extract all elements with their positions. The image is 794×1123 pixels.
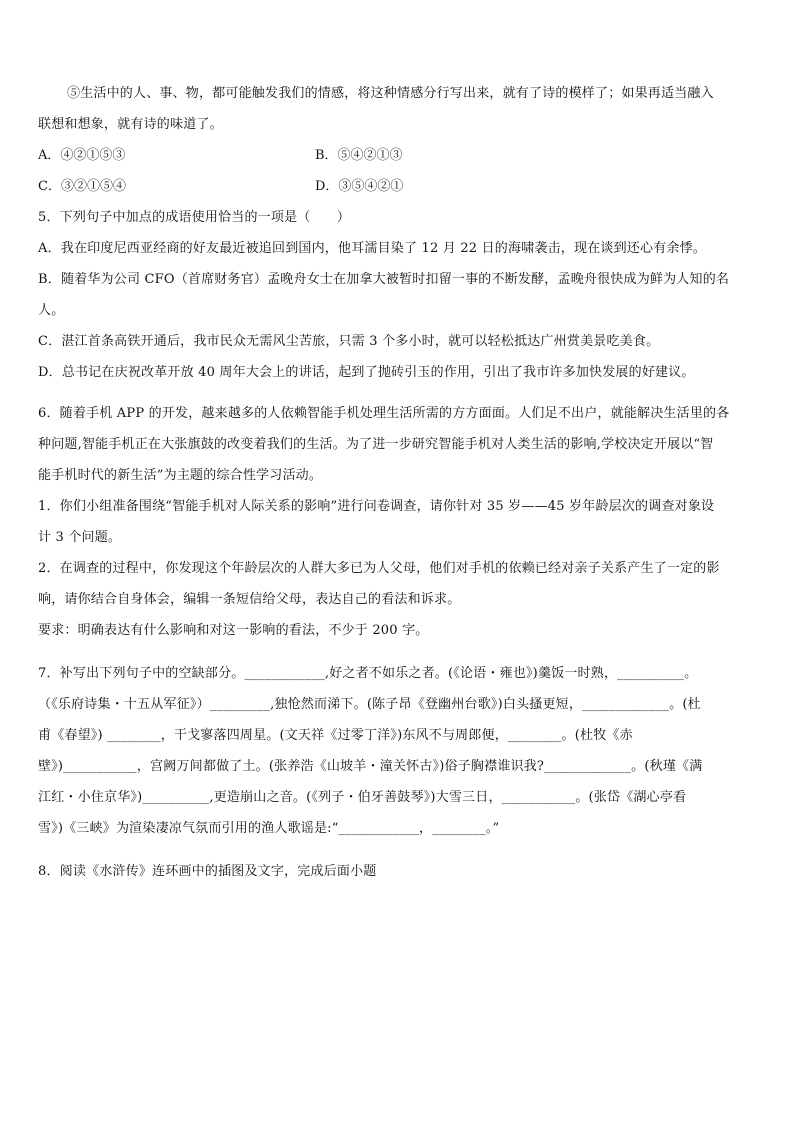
q7-line6: 雪》)《三峡》为渲染凄凉气氛而引用的渔人歌谣是:“____________，________。” [38,821,500,836]
q4-option-a: A．④②①⑤③ [38,148,126,163]
q6-intro-line3: 能手机时代的新生活”为主题的综合性学习活动。 [38,468,323,483]
q6-sub1-line2: 计 3 个问题。 [38,530,122,545]
q4-option-d: D．③⑤④②① [315,179,404,194]
q6-intro-line1: 6．随着手机 APP 的开发，越来越多的人依赖智能手机处理生活所需的方方面面。人们足不出户，就能解决生活里的各 [38,406,730,421]
q5-option-a: A．我在印度尼西亚经商的好友最近被追回到国内，他耳濡目染了 12 月 22 日的海啸袭击，现在谈到还心有余悸。 [38,241,707,256]
q7-line4: 壁》)___________，宫阙万间都做了土。(张养浩《山坡羊・潼关怀古》)俗子胸襟谁识我?_____________。(秋瑾《满 [38,759,703,774]
q8-stem: 8．阅读《水浒传》连环画中的插图及文字，完成后面小题 [38,864,377,879]
q6-requirement: 要求：明确表达有什么影响和对这一影响的看法，不少于 200 字。 [38,623,429,638]
q4-option-c: C．③②①⑤④ [38,179,126,194]
exam-page [38,78,758,887]
q7-line1: 7．补写出下列句子中的空缺部分。____________,好之者不如乐之者。(《论语・雍也》)羹饭一时熟，__________。 [38,666,698,681]
q6-sub2-line1: 2．在调查的过程中，你发现这个年龄层次的人群大多已为人父母，他们对手机的依赖已经对亲子关系产生了一定的影 [38,561,720,576]
q5-option-b-line1: B．随着华为公司 CFO（首席财务官）孟晚舟女士在加拿大被暂时扣留一事的不断发酵，孟晚舟很快成为鲜为人知的名 [38,272,730,287]
q6-sub2-line2: 响，请你结合自身体会，编辑一条短信给父母，表达自己的看法和诉求。 [38,592,461,607]
q6-sub1-line1: 1．你们小组准备围绕“智能手机对人际关系的影响”进行问卷调查，请你针对 35 岁——45 岁年龄层次的调查对象设 [38,499,715,514]
q4-option-b: B．⑤④②①③ [315,148,403,163]
q5-option-b-line2: 人。 [38,303,65,318]
q7-line3: 甫《春望》) ________，干戈寥落四周星。(文天祥《过零丁洋》)东风不与周郎便，________。(杜牧《赤 [38,728,633,743]
q5-option-c: C．湛江首条高铁开通后，我市民众无需风尘苦旅，只需 3 个多小时，就可以轻松抵达广州赏美景吃美食。 [38,334,660,349]
q6-intro-line2: 种问题,智能手机正在大张旗鼓的改变着我们的生活。为了进一步研究智能手机对人类生活的影响,学校决定开展以“智 [38,437,714,452]
q5-option-d: D．总书记在庆祝改革开放 40 周年大会上的讲话，起到了抛砖引玉的作用，引出了我市许多加快发展的好建议。 [38,365,695,380]
q4-options-row-1 [38,140,758,171]
q7-line5: 江红・小住京华》)__________,更造崩山之音。(《列子・伯牙善鼓琴》)大雪三日，___________。(张岱《湖心亭看 [38,790,687,805]
q4-item5-line2: 联想和想象，就有诗的味道了。 [38,117,223,132]
q5-stem: 5．下列句子中加点的成语使用恰当的一项是（ ） [38,210,351,225]
q4-item5-line1: ⑤生活中的人、事、物，都可能触发我们的情感，将这种情感分行写出来，就有了诗的模样了；如果再适当融入 [67,86,714,101]
q7-line2: （《乐府诗集・十五从军征》）_________,独怆然而涕下。(陈子昂《登幽州台歌》)白头搔更短，_____________。(杜 [38,697,701,712]
q4-options-row-2 [38,171,758,202]
